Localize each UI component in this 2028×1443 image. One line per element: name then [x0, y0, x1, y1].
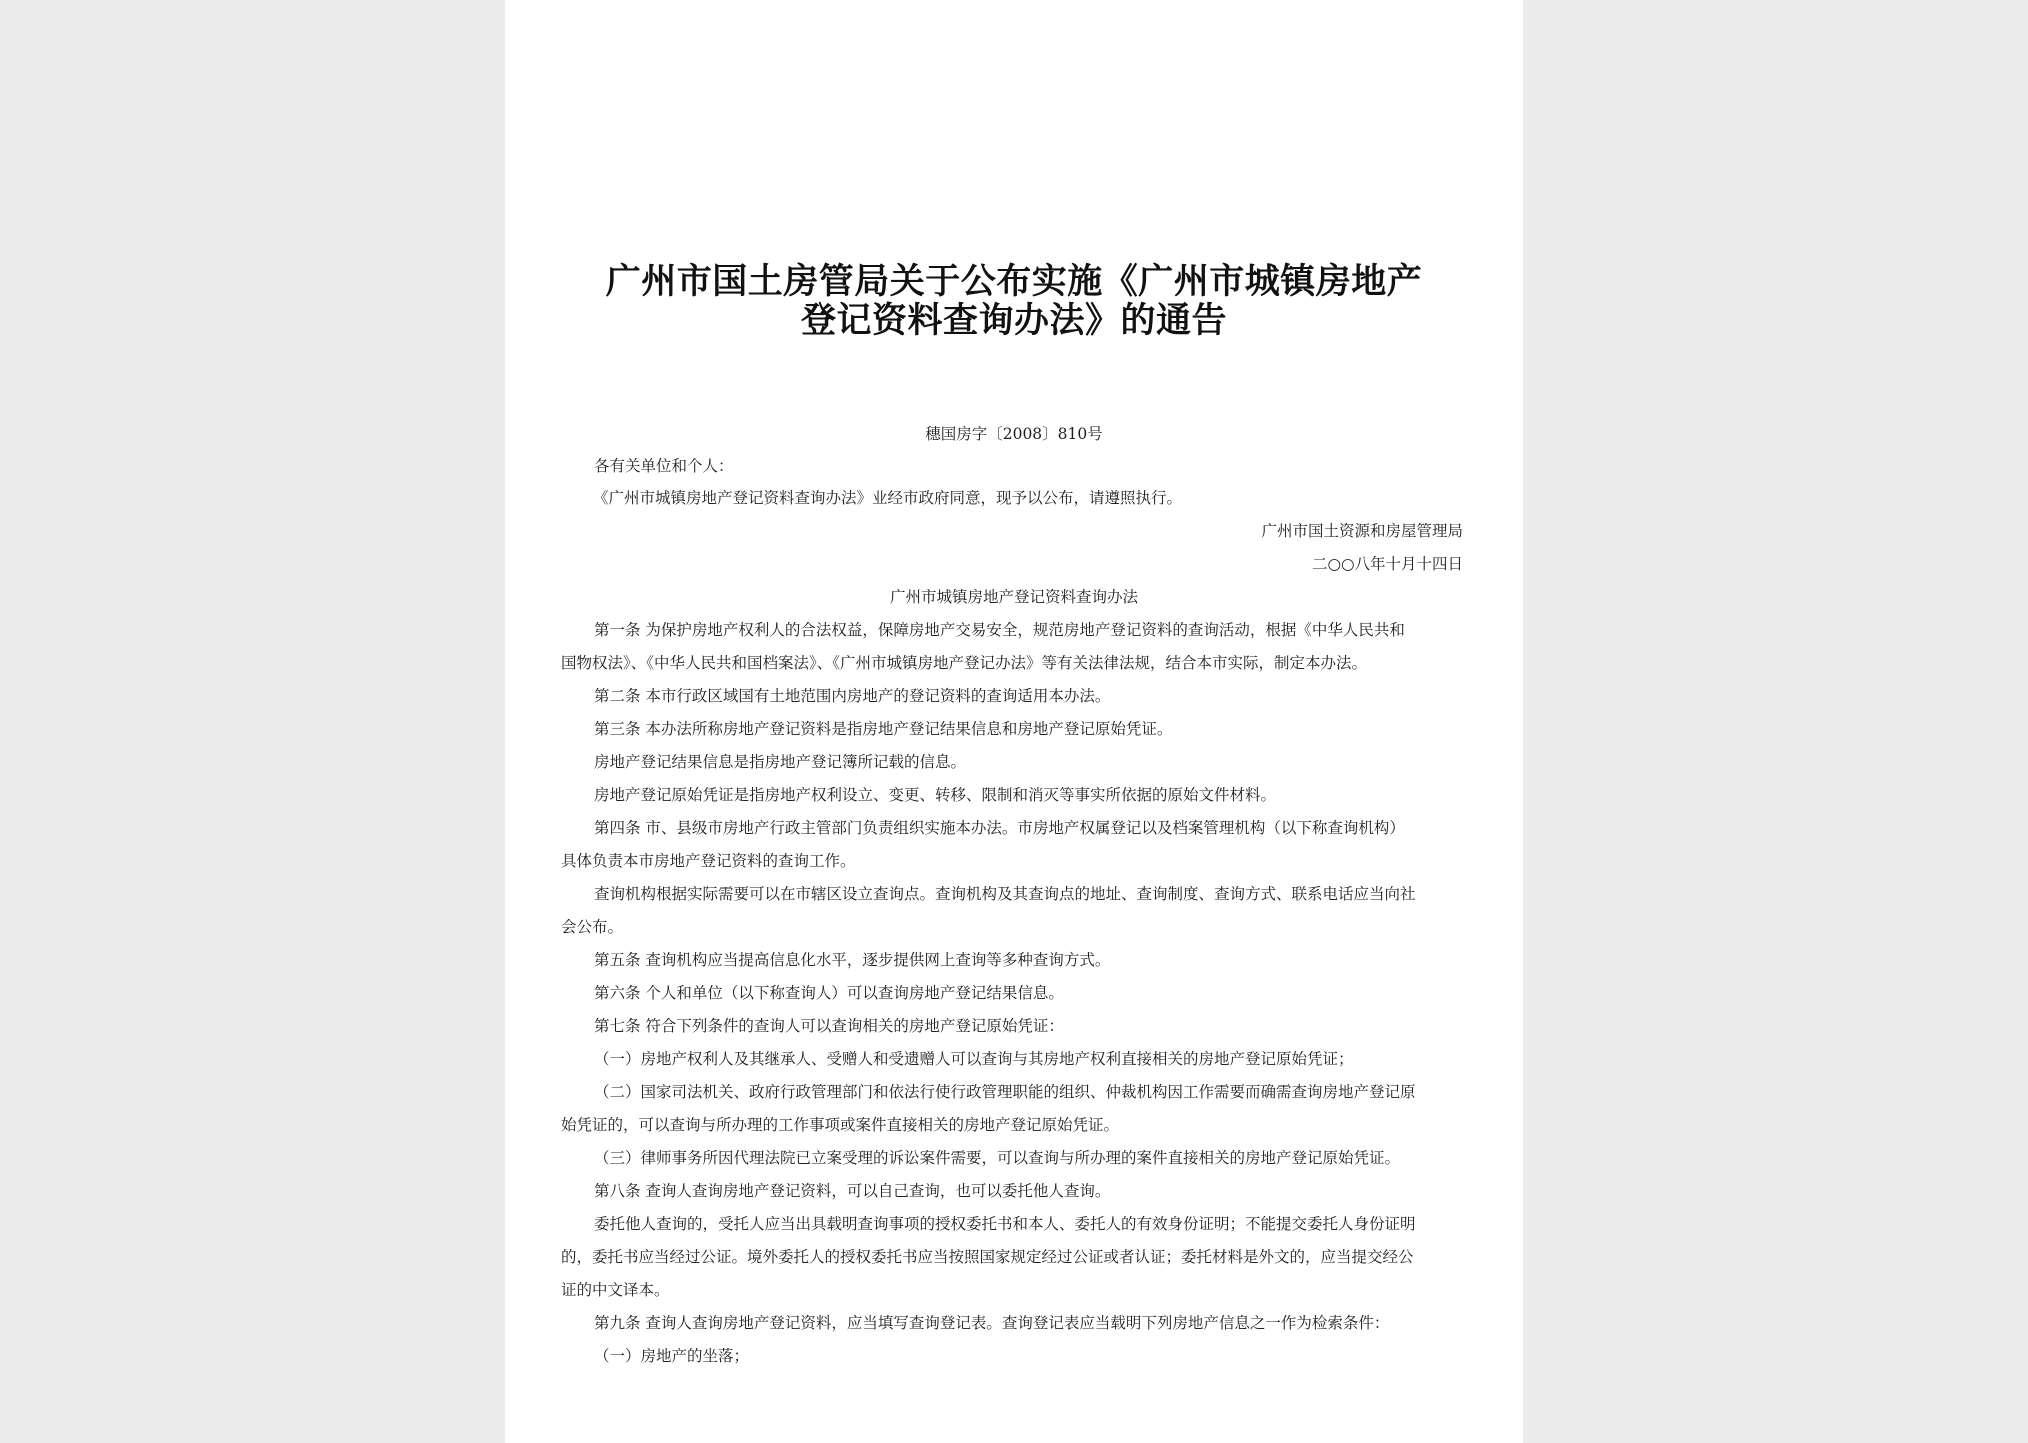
issue-date: 二○○八年十月十四日: [1311, 555, 1463, 573]
paragraph-line: 第六条 个人和单位（以下称查询人）可以查询房地产登记结果信息。: [594, 984, 1064, 1002]
paragraph-line: 第四条 市、县级市房地产行政主管部门负责组织实施本办法。市房地产权属登记以及档案管理机构（以下称查询机构）: [594, 819, 1405, 837]
document-number: 穗国房字〔2008〕810号: [925, 425, 1103, 443]
paragraph-line: （一）房地产的坐落；: [594, 1347, 750, 1365]
paragraph-line: 第九条 查询人查询房地产登记资料，应当填写查询登记表。查询登记表应当载明下列房地产信息之一作为检索条件：: [594, 1314, 1390, 1332]
paragraph-line: 第五条 查询机构应当提高信息化水平，逐步提供网上查询等多种查询方式。: [594, 951, 1111, 969]
document-title-line-2: 登记资料查询办法》的通告: [800, 300, 1227, 341]
paragraph-line: 查询机构根据实际需要可以在市辖区设立查询点。查询机构及其查询点的地址、查询制度、查询方式、联系电话应当向社: [594, 885, 1416, 903]
document-title-line-1: 广州市国土房管局关于公布实施《广州市城镇房地产: [605, 261, 1423, 302]
paragraph-line: 第八条 查询人查询房地产登记资料，可以自己查询，也可以委托他人查询。: [594, 1182, 1111, 1200]
paragraph-line: 房地产登记原始凭证是指房地产权利设立、变更、转移、限制和消灭等事实所依据的原始文件材料。: [594, 786, 1277, 804]
notice-text: 《广州市城镇房地产登记资料查询办法》业经市政府同意，现予以公布，请遵照执行。: [593, 489, 1183, 507]
paragraph-line: （一）房地产权利人及其继承人、受赠人和受遗赠人可以查询与其房地产权利直接相关的房地产登记原始凭证；: [594, 1050, 1354, 1068]
paragraph-line: 会公布。: [561, 918, 624, 936]
regulation-title: 广州市城镇房地产登记资料查询办法: [889, 588, 1138, 606]
paragraph-line: 证的中文译本。: [561, 1281, 670, 1299]
paragraph-line: （二）国家司法机关、政府行政管理部门和依法行使行政管理职能的组织、仲裁机构因工作需要而确需查询房地产登记原: [594, 1083, 1416, 1101]
paragraph-line: 始凭证的，可以查询与所办理的工作事项或案件直接相关的房地产登记原始凭证。: [561, 1116, 1120, 1134]
salutation: 各有关单位和个人：: [594, 457, 734, 475]
paragraph-line: 第七条 符合下列条件的查询人可以查询相关的房地产登记原始凭证：: [594, 1017, 1064, 1035]
paragraph-line: 第一条 为保护房地产权利人的合法权益，保障房地产交易安全，规范房地产登记资料的查询活动，根据《中华人民共和: [594, 621, 1405, 639]
paragraph-line: 委托他人查询的，受托人应当出具载明查询事项的授权委托书和本人、委托人的有效身份证明；不能提交委托人身份证明: [594, 1215, 1416, 1233]
issuer: 广州市国土资源和房屋管理局: [1261, 522, 1463, 540]
paragraph-line: 第二条 本市行政区域国有土地范围内房地产的登记资料的查询适用本办法。: [594, 687, 1111, 705]
paragraph-line: 的，委托书应当经过公证。境外委托人的授权委托书应当按照国家规定经过公证或者认证；委托材料是外文的，应当提交经公: [561, 1248, 1414, 1266]
paragraph-line: 具体负责本市房地产登记资料的查询工作。: [561, 852, 856, 870]
paragraph-line: （三）律师事务所因代理法院已立案受理的诉讼案件需要，可以查询与所办理的案件直接相关的房地产登记原始凭证。: [594, 1149, 1401, 1167]
paragraph-line: 房地产登记结果信息是指房地产登记簿所记载的信息。: [594, 753, 967, 771]
document-page: [505, 0, 1523, 1443]
paragraph-line: 国物权法》、《中华人民共和国档案法》、《广州市城镇房地产登记办法》等有关法律法规，结合本市实际，制定本办法。: [561, 654, 1368, 672]
paragraph-line: 第三条 本办法所称房地产登记资料是指房地产登记结果信息和房地产登记原始凭证。: [594, 720, 1173, 738]
